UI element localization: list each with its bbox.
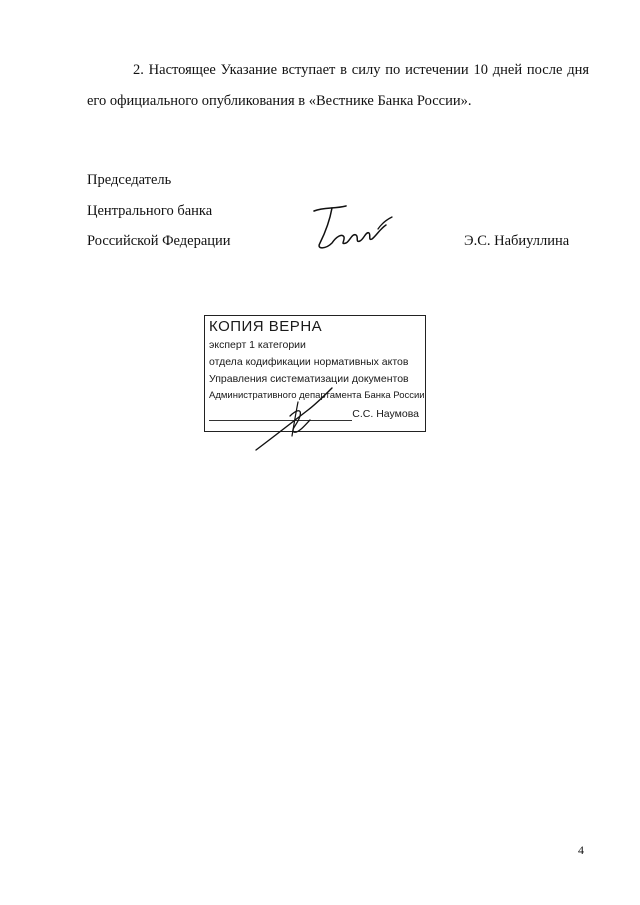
stamp-line-department: отдела кодификации нормативных актов (209, 356, 409, 368)
paragraph-effective-date (87, 55, 589, 117)
handwritten-signature (306, 203, 398, 253)
page-number: 4 (578, 843, 584, 857)
signatory-title-line-2: Центрального банка (87, 203, 213, 219)
stamp-line-directorate: Управления систематизации документов (209, 373, 409, 385)
paragraph-text: 2. Настоящее Указание вступает в силу по истечении 10 дней после дня его официального опубликования в «Вестнике Банка России». (87, 62, 589, 109)
signatory-title-line-1: Председатель (87, 172, 172, 188)
signatory-name: Э.С. Набиуллина (464, 233, 570, 249)
stamp-title: КОПИЯ ВЕРНА (209, 318, 323, 335)
stamp-line-position: эксперт 1 категории (209, 339, 306, 351)
stamp-name: С.С. Наумова (352, 408, 419, 420)
stamp-handwritten-signature (250, 380, 340, 455)
stamp-line-administration: Административного департамента Банка России (209, 390, 425, 401)
signatory-title-line-3: Российской Федерации (87, 233, 231, 249)
